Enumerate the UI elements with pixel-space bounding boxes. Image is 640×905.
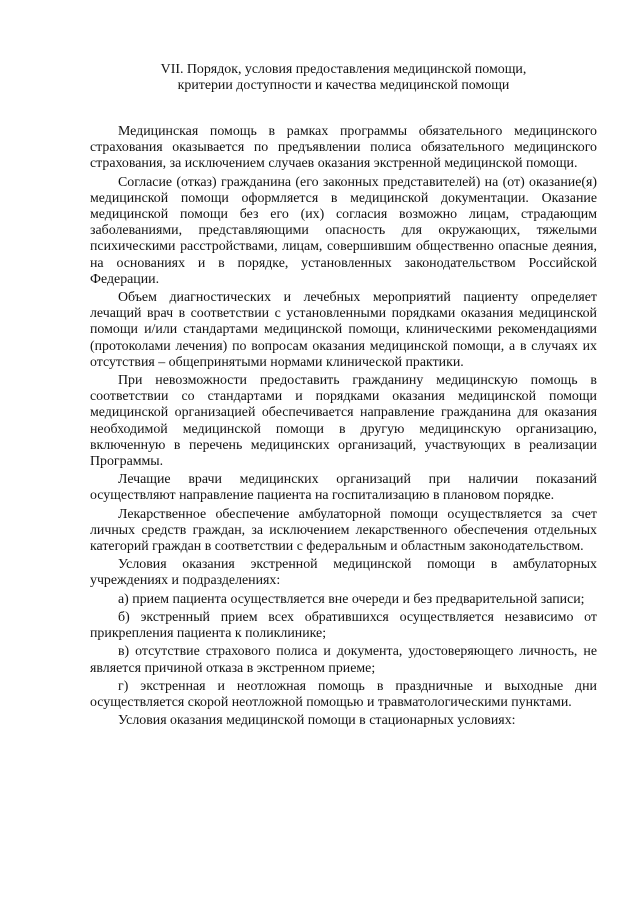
list-item-c: в) отсутствие страхового полиса и документа, удостоверяющего личность, не является причиной отказа в экстренном приеме; — [90, 644, 597, 676]
section-heading — [90, 62, 597, 94]
paragraph-oms-policy: Медицинская помощь в рамках программы обязательного медицинского страхования оказывается по предъявлении полиса обязательного медицинского страхования, за исключением случаев оказания экстренной медицинской помощи. — [90, 124, 597, 172]
heading-line-1: VII. Порядок, условия предоставления медицинской помощи, — [160, 62, 527, 77]
paragraph-emergency-conditions: Условия оказания экстренной медицинской помощи в амбулаторных учреждениях и подразделениях: — [90, 557, 597, 589]
heading-line-2: критерии доступности и качества медицинской помощи — [177, 78, 510, 93]
list-item-b: б) экстренный прием всех обратившихся осуществляется независимо от прикрепления пациента к поликлинике; — [90, 609, 597, 642]
paragraph-hospitalization: Лечащие врачи медицинских организаций при наличии показаний осуществляют направление пациента на госпитализацию в плановом порядке. — [90, 472, 597, 504]
paragraph-referral: При невозможности предоставить гражданину медицинскую помощь в соответствии со стандартами и порядками оказания медицинской помощи медицинской организацией обеспечивается направление гражданина для оказания необходимой медицинской помощи в другую медицинскую организацию, включенную в перечень медицинских организаций, участвующих в реализации Программы. — [90, 373, 597, 470]
list-item-d: г) экстренная и неотложная помощь в праздничные и выходные дни осуществляется скорой неотложной помощью и травматологическими пунктами. — [90, 678, 597, 710]
paragraph-inpatient-conditions: Условия оказания медицинской помощи в стационарных условиях: — [118, 713, 516, 729]
paragraph-drug-supply: Лекарственное обеспечение амбулаторной помощи осуществляется за счет личных средств граждан, за исключением лекарственного обеспечения отдельных категорий граждан в соответствии с федеральным и областным законодательством. — [90, 506, 597, 555]
paragraph-consent: Согласие (отказ) гражданина (его законных представителей) на (от) оказание(я) медицинской помощи оформляется в медицинской документации. Оказание медицинской помощи без его (их) согласия возможно лицам, страдающим заболеваниями, представляющими опасность для окружающих, тяжелыми психическими расстройствами, лицам, совершившим общественно опасные деяния, на основаниях и в порядке, установленных законодательством Российской Федерации. — [90, 174, 597, 287]
list-item-a: а) прием пациента осуществляется вне очереди и без предварительной записи; — [118, 591, 585, 607]
document-page — [90, 62, 597, 731]
paragraph-treatment-scope: Объем диагностических и лечебных мероприятий пациенту определяет лечащий врач в соответствии с установленными порядками оказания медицинской помощи и/или стандартами медицинской помощи, клиническими рекомендациями (протоколами лечения) по вопросам оказания медицинской помощи, а в случаях их отсутствия – общепринятыми нормами клинической практики. — [90, 290, 597, 370]
